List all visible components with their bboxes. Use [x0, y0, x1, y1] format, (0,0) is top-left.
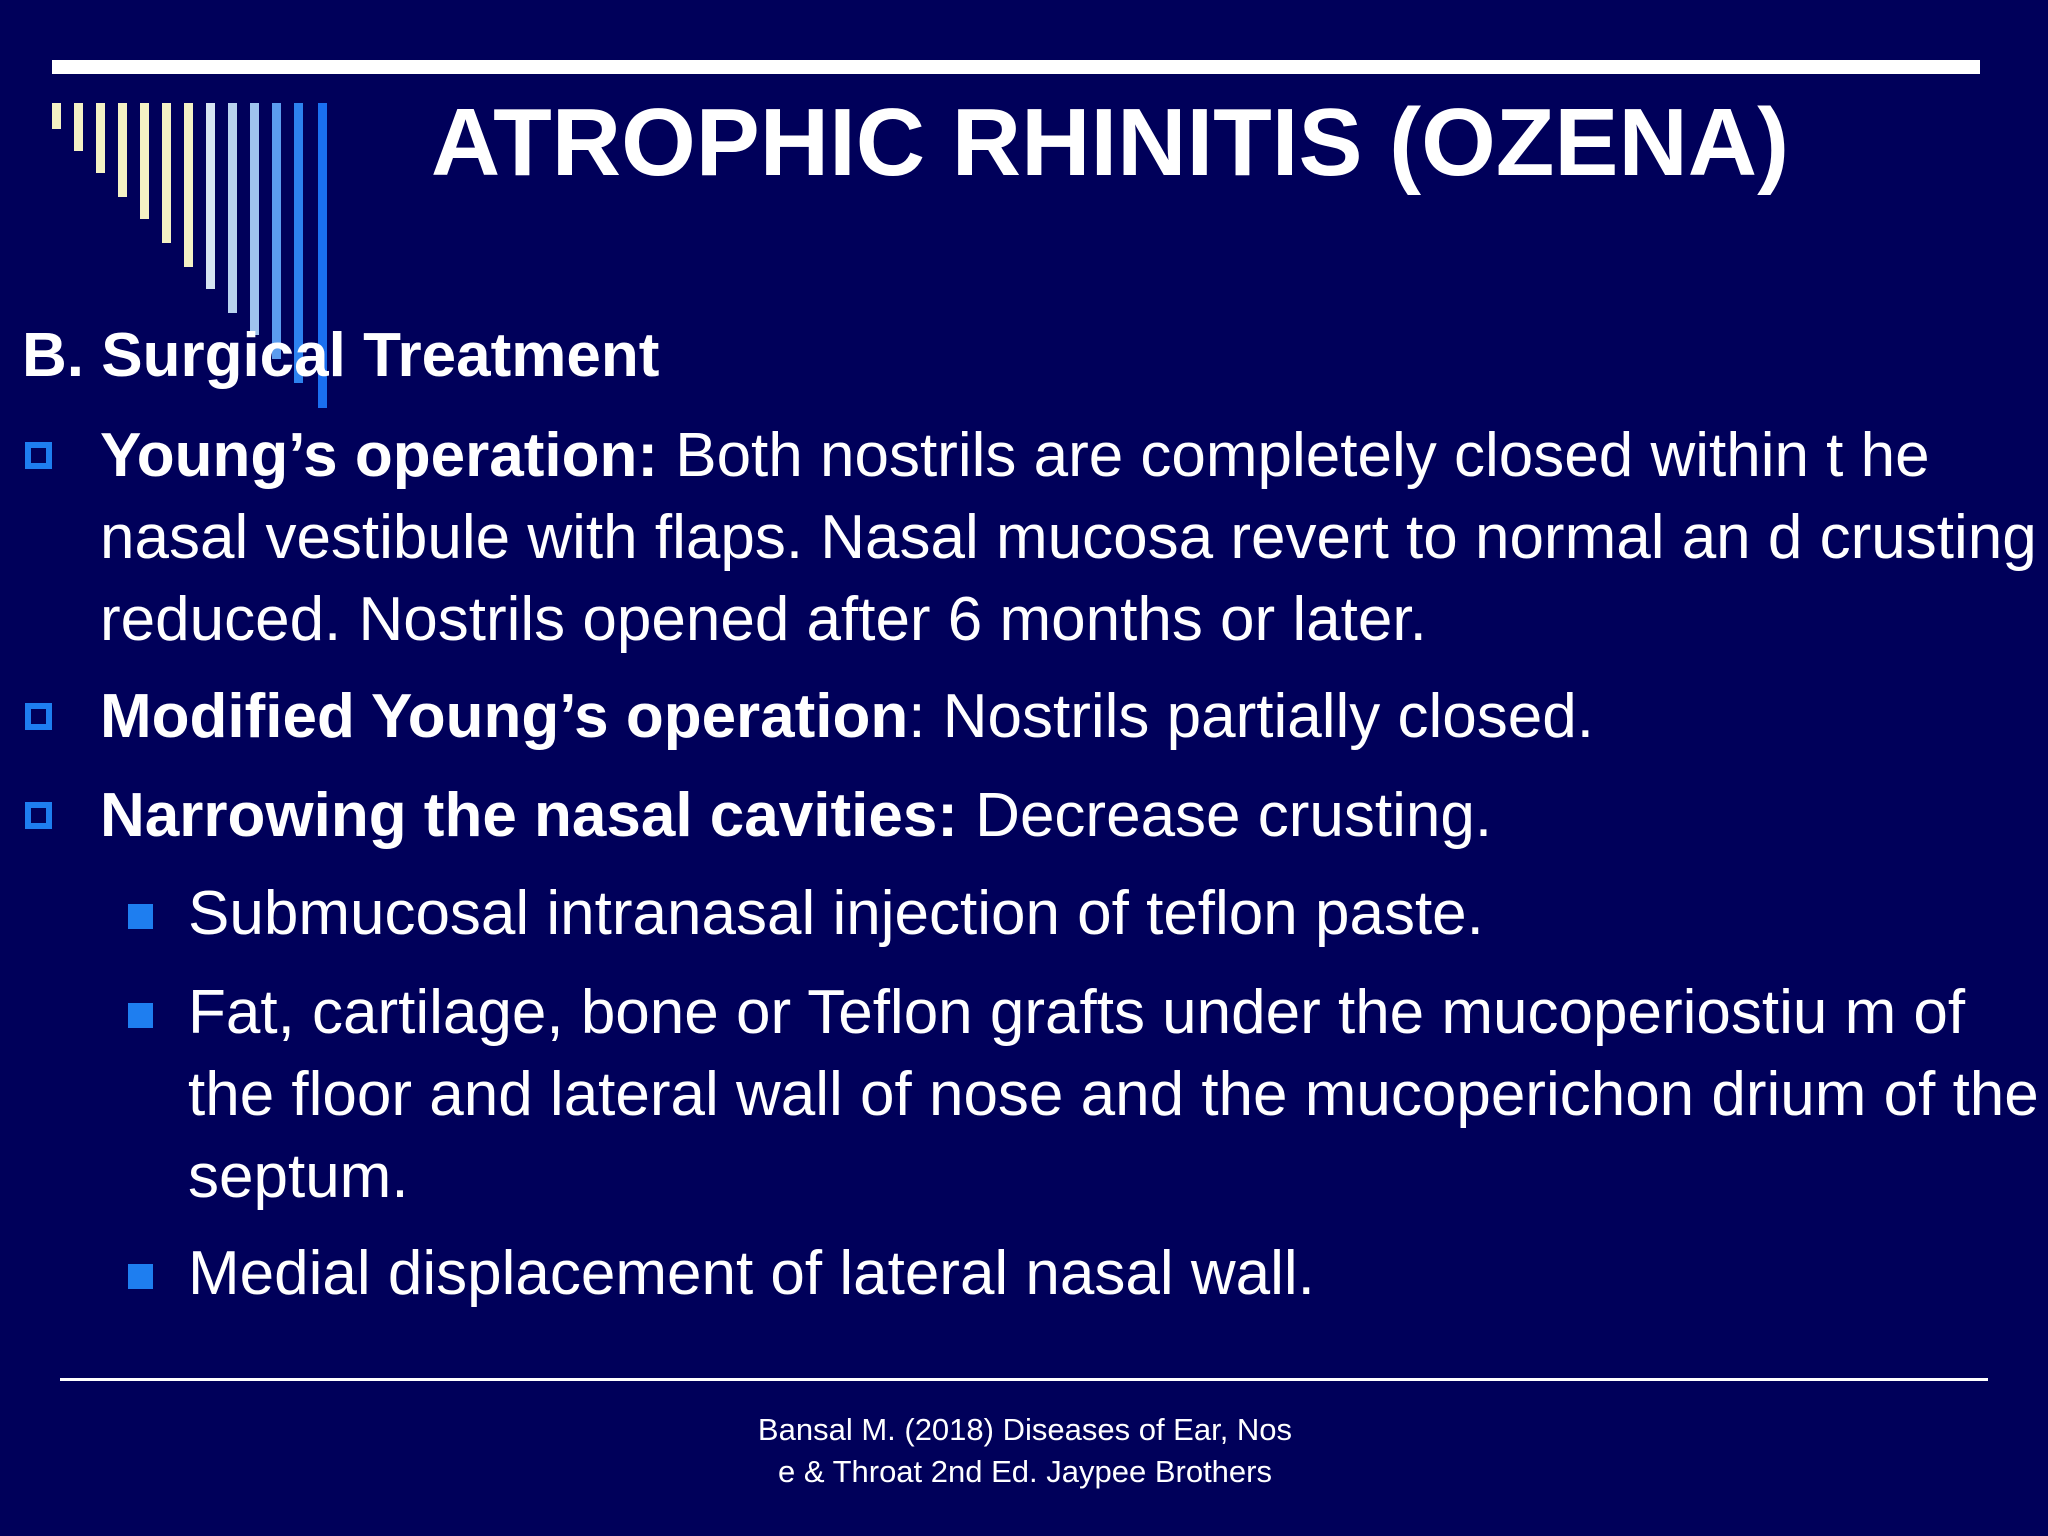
section-heading: B. Surgical Treatment — [22, 321, 660, 390]
sub-bullet-grafts — [188, 972, 2040, 1218]
stripe — [250, 103, 259, 335]
bullet-youngs-operation — [100, 415, 2040, 661]
top-divider — [52, 60, 1980, 74]
sub-bullet-text: Medial displacement of lateral nasal wall. — [188, 1239, 1315, 1308]
stripe — [184, 103, 193, 267]
stripe — [140, 103, 149, 219]
sub-bullet-text: Fat, cartilage, bone or Teflon grafts under the mucoperiostiu m of the floor and lateral wall of nose and the mucoperichon drium of the septum. — [188, 978, 2039, 1211]
square-bullet-icon — [128, 1003, 153, 1028]
stripe — [118, 103, 127, 197]
bottom-divider — [60, 1378, 1988, 1381]
sub-bullet-text: Submucosal intranasal injection of teflon paste. — [188, 879, 1484, 948]
slide-title: ATROPHIC RHINITIS (OZENA) — [430, 89, 1790, 196]
citation-line: e & Throat 2nd Ed. Jaypee Brothers — [777, 1454, 1272, 1489]
citation — [700, 1409, 1350, 1493]
bullet-modified-youngs-operation — [100, 676, 2040, 758]
stripe — [74, 103, 83, 151]
box-bullet-icon — [25, 802, 52, 829]
stripe — [162, 103, 171, 243]
box-bullet-icon — [25, 442, 52, 469]
citation-line: Bansal M. (2018) Diseases of Ear, Nos — [757, 1412, 1293, 1447]
bullet-text: Decrease crusting. — [957, 781, 1493, 850]
sub-bullet-medial-displacement — [188, 1233, 2040, 1315]
box-bullet-icon — [25, 703, 52, 730]
sub-bullet-teflon-paste — [188, 873, 2040, 955]
bullet-term: Young’s operation: — [100, 421, 658, 490]
bullet-term: Modified Young’s operation — [100, 682, 909, 751]
stripe — [96, 103, 105, 173]
stripe — [206, 103, 215, 289]
stripe — [52, 103, 61, 129]
bullet-narrowing-nasal-cavities — [100, 775, 2040, 857]
square-bullet-icon — [128, 1264, 153, 1289]
bullet-text: : Nostrils partially closed. — [908, 682, 1594, 751]
stripe — [228, 103, 237, 313]
bullet-text: Both nostrils are completely closed within t he nasal vestibule with flaps. Nasal mucosa revert to normal an d crusting reduced. Nostrils opened after 6 months or later. — [100, 421, 2037, 654]
square-bullet-icon — [128, 904, 153, 929]
bullet-term: Narrowing the nasal cavities: — [100, 781, 958, 850]
